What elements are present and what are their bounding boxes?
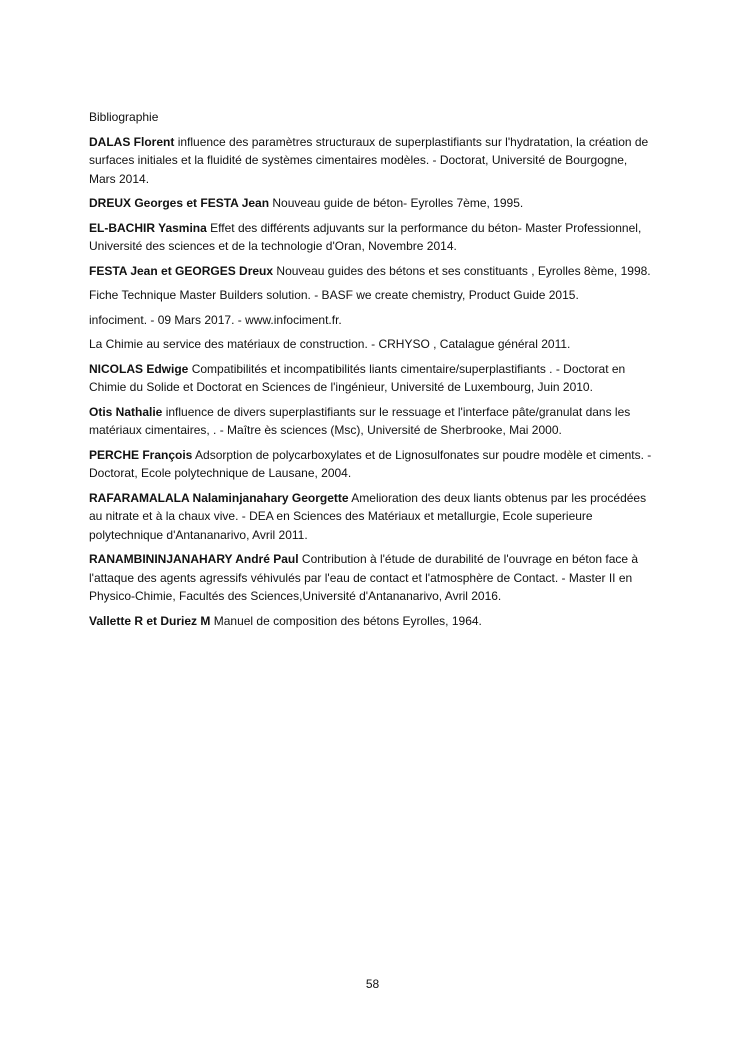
entry-author: DALAS Florent (89, 134, 175, 149)
bibliography-entry (89, 360, 655, 397)
entry-text: Adsorption de polycarboxylates et de Lignosulfonates sur poudre modèle et ciments. - Doctorat, Ecole polytechnique de Lausane, 2004. (89, 447, 652, 480)
bibliography-entry (89, 446, 655, 483)
entry-text: Contribution à l'étude de durabilité de l'ouvrage en béton face à l'attaque des agents agressifs véhivulés par l'eau de contact et l'atmosphère de Contact. - Master II en Physico-Chimie, Facultés des Sciences,Université d'Antananarivo, Avril 2016. (89, 552, 639, 603)
entry-text: La Chimie au service des matériaux de construction. - CRHYSO , Catalague général 2011. (89, 337, 571, 351)
entry-author: PERCHE François (89, 447, 193, 462)
entry-author: EL-BACHIR Yasmina (89, 220, 207, 235)
entry-text: Effet des différents adjuvants sur la performance du béton- Master Professionnel, Université des sciences et de la technologie d'Oran, Novembre 2014. (89, 220, 642, 253)
bibliography-entry (89, 403, 655, 440)
bibliography-list (89, 133, 655, 631)
entry-text: Amelioration des deux liants obtenus par les procédées au nitrate et à la chaux vive. - DEA en Sciences des Matériaux et metallurgie, Ecole superieure polytechnique d'Antananarivo, Avril 2011. (89, 490, 647, 542)
entry-text: Nouveau guides des bétons et ses constituants , Eyrolles 8ème, 1998. (276, 263, 651, 278)
entry-author: FESTA Jean et GEORGES Dreux (89, 263, 274, 278)
bibliography-entry (89, 335, 655, 354)
entry-author: Vallette R et Duriez M (89, 613, 211, 628)
entry-author: NICOLAS Edwige (89, 361, 189, 376)
bibliography-entry (89, 262, 655, 281)
entry-text: influence des paramètres structuraux de superplastifiants sur l'hydratation, la création de surfaces initiales et la fluidité de systèmes cimentaires modèles. - Doctorat, Université de Bourgogne, Mars 2014. (89, 134, 649, 186)
entry-text: Manuel de composition des bétons Eyrolles, 1964. (213, 613, 482, 628)
entry-author: RAFARAMALALA Nalaminjanahary Georgette (89, 490, 349, 505)
bibliography-entry (89, 550, 655, 606)
entry-text: Fiche Technique Master Builders solution. - BASF we create chemistry, Product Guide 2015. (89, 288, 579, 302)
bibliography-entry (89, 219, 655, 256)
bibliography-entry (89, 311, 655, 330)
entry-text: Compatibilités et incompatibilités liants cimentaire/superplastifiants . - Doctorat en Chimie du Solide et Doctorat en Sciences de l'ingénieur, Université de Luxembourg, Juin 2010. (89, 361, 626, 394)
bibliography-entry (89, 489, 655, 545)
entry-text: Nouveau guide de béton- Eyrolles 7ème, 1995. (272, 196, 524, 210)
page-number: 58 (365, 977, 380, 991)
entry-text: infociment. - 09 Mars 2017. - www.infociment.fr. (89, 312, 342, 327)
entry-author: Otis Nathalie (89, 404, 163, 419)
entry-text: influence de divers superplastifiants sur le ressuage et l'interface pâte/granulat dans les matériaux cimentaires, . - Maître ès sciences (Msc), Université de Sherbrooke, Mai 2000. (89, 404, 631, 437)
bibliography-section (89, 108, 655, 636)
bibliography-entry (89, 133, 655, 189)
bibliography-entry (89, 612, 655, 631)
bibliography-heading: Bibliographie (89, 110, 159, 124)
entry-author: RANAMBININJANAHARY André Paul (89, 552, 299, 566)
bibliography-entry (89, 194, 655, 213)
bibliography-entry (89, 286, 655, 305)
entry-author: DREUX Georges et FESTA Jean (89, 196, 270, 210)
